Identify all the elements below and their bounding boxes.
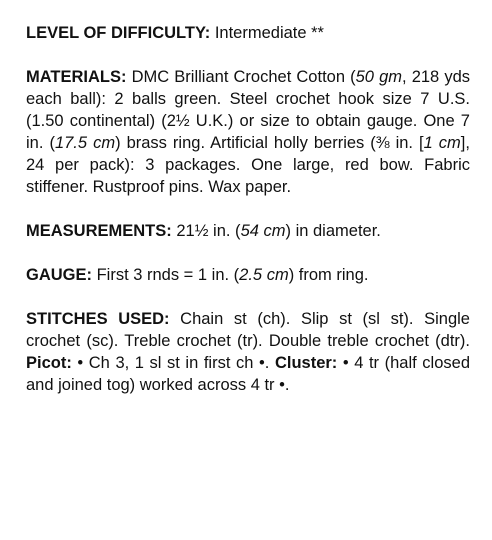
measurements-text-1: 21½ in. ( (171, 222, 241, 240)
stitches-label: STITCHES USED: (26, 310, 170, 328)
materials-text-1: DMC Brilliant Crochet Cotton ( (126, 68, 356, 86)
materials-metric-weight: 50 gm (355, 68, 402, 86)
gauge-metric: 2.5 cm (239, 266, 289, 284)
measurements-metric: 54 cm (240, 222, 286, 240)
picot-label: Picot: (26, 354, 72, 372)
materials-text-4: ], 24 per pack): 3 packages. One large, red bow. Fabric stiffener. Rustproof pins. Wax paper. (26, 134, 470, 196)
cluster-text: • 4 tr (half closed and joined tog) worked across 4 tr •. (26, 354, 470, 394)
gauge-text-1: First 3 rnds = 1 in. ( (92, 266, 240, 284)
difficulty-label: LEVEL OF DIFFICULTY: (26, 24, 211, 42)
materials-section (26, 66, 470, 198)
gauge-section (26, 264, 470, 286)
pattern-info-page (26, 22, 470, 396)
materials-text-3: ) brass ring. Artificial holly berries (⅜ in. [ (115, 134, 424, 152)
materials-text-2: , 218 yds each ball): 2 balls green. Steel crochet hook size 7 U.S. (1.50 continental) (2½ U.K.) or size to obtain gauge. One 7 in. ( (26, 68, 471, 152)
materials-label: MATERIALS: (26, 68, 127, 86)
measurements-text-2: ) in diameter. (285, 222, 381, 240)
picot-text: • Ch 3, 1 sl st in first ch •. (71, 354, 275, 372)
difficulty-section (26, 22, 470, 44)
stitches-text-1: Chain st (ch). Slip st (sl st). Single crochet (sc). Treble crochet (tr). Double treble crochet (dtr). (26, 310, 470, 350)
materials-metric-berries: 1 cm (423, 134, 461, 152)
difficulty-value: Intermediate ** (210, 24, 324, 42)
gauge-label: GAUGE: (26, 266, 92, 284)
cluster-label: Cluster: (274, 354, 338, 372)
materials-metric-ring: 17.5 cm (54, 134, 116, 152)
measurements-label: MEASUREMENTS: (26, 222, 172, 240)
stitches-section (26, 308, 470, 396)
gauge-text-2: ) from ring. (288, 266, 369, 284)
measurements-section (26, 220, 470, 242)
